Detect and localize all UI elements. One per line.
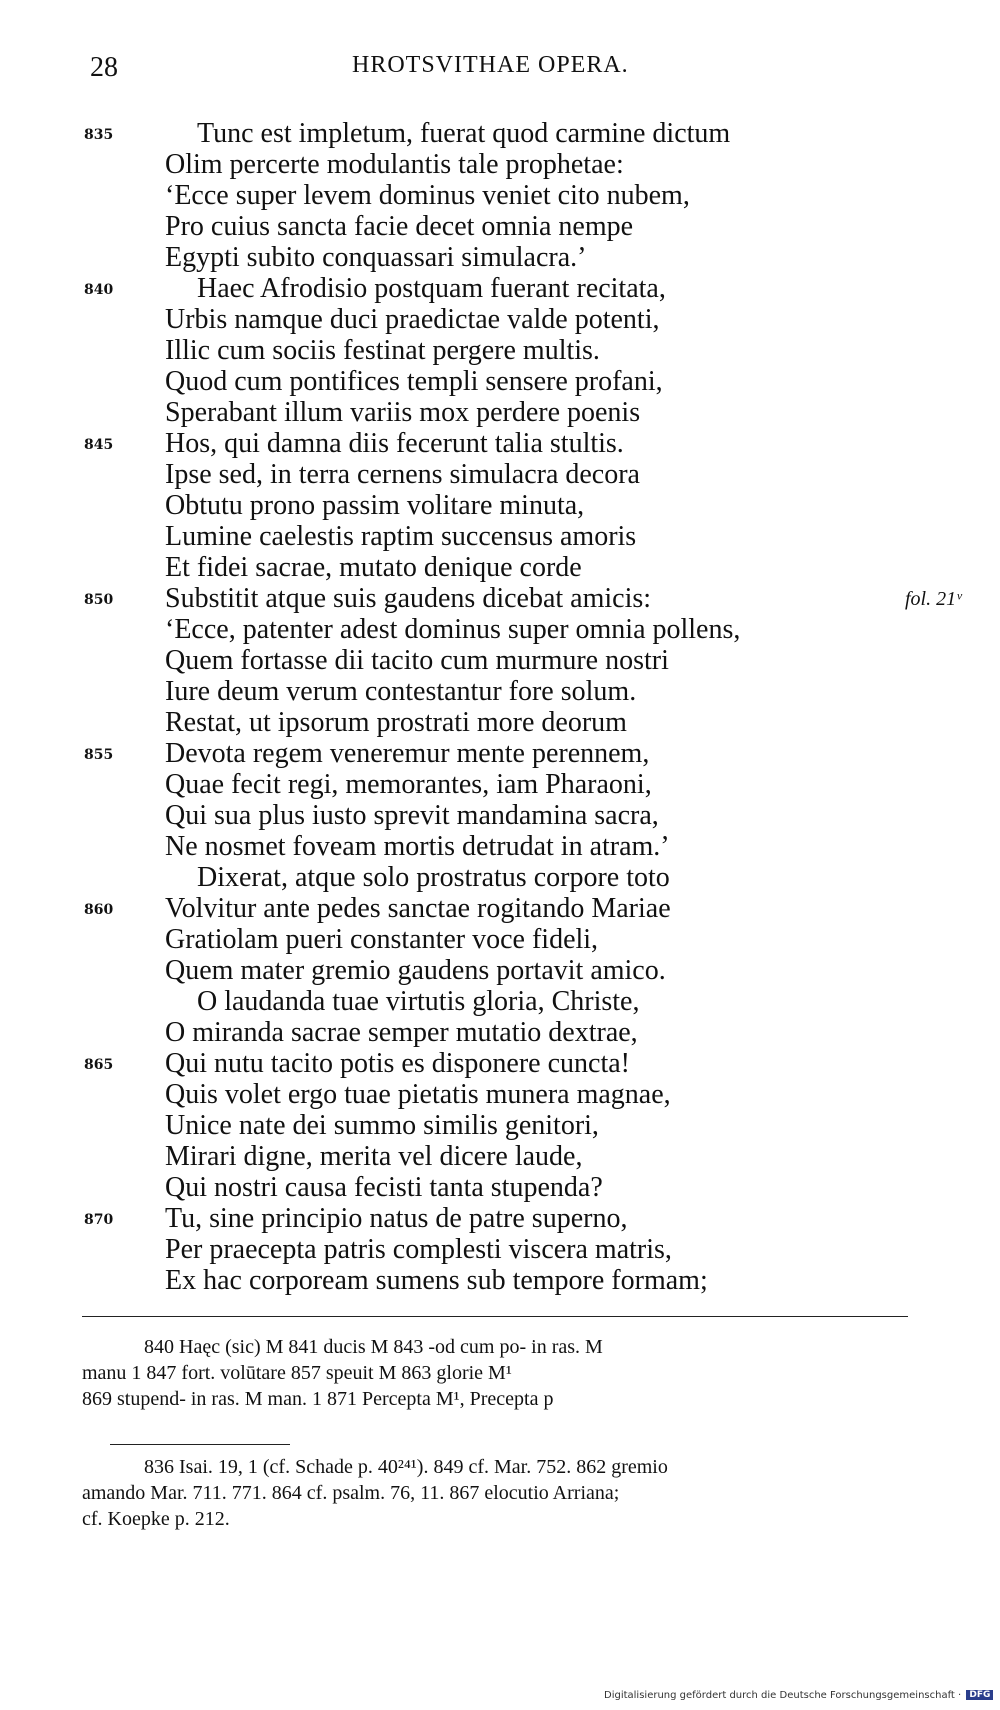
verse-line [0, 242, 1000, 273]
verse-text: O miranda sacrae semper mutatio dextrae, [165, 1017, 638, 1048]
verse-line [0, 707, 1000, 738]
verse-text: Et fidei sacrae, mutato denique corde [165, 552, 582, 583]
verse-line [0, 862, 1000, 893]
verse-line [0, 273, 1000, 304]
verse-text: Illic cum sociis festinat pergere multis. [165, 335, 600, 366]
verse-text: Tunc est impletum, fuerat quod carmine dictum [197, 118, 731, 149]
digitization-footer [604, 1690, 993, 1701]
verse-text: Qui nostri causa fecisti tanta stupenda? [165, 1172, 603, 1203]
verse-line [0, 1172, 1000, 1203]
verse-line [0, 521, 1000, 552]
verse-text: Ipse sed, in terra cernens simulacra decora [165, 459, 640, 490]
verse-text: Quae fecit regi, memorantes, iam Pharaoni, [165, 769, 652, 800]
verse-line [0, 1079, 1000, 1110]
verse-text: Mirari digne, merita vel dicere laude, [165, 1141, 583, 1172]
verse-line [0, 1141, 1000, 1172]
verse-line [0, 335, 1000, 366]
verse-text: Qui sua plus iusto sprevit mandamina sacra, [165, 800, 659, 831]
verse-text: Volvitur ante pedes sanctae rogitando Mariae [165, 893, 671, 924]
verse-text: Egypti subito conquassari simulacra.’ [165, 242, 587, 273]
verse-line [0, 428, 1000, 459]
source-note-line: amando Mar. 711. 771. 864 cf. psalm. 76, 11. 867 elocutio Arriana; [82, 1482, 620, 1504]
critical-note-line: manu 1 847 fort. volūtare 857 speuit M 863 glorie M¹ [82, 1362, 512, 1384]
page-header [90, 52, 710, 92]
verse-text: Lumine caelestis raptim succensus amoris [165, 521, 637, 552]
line-number: 840 [84, 282, 114, 298]
verse-line [0, 583, 1000, 614]
verse-text: Substitit atque suis gaudens dicebat amicis: [165, 583, 652, 614]
line-number: 860 [84, 902, 114, 918]
running-title: HROTSVITHAE OPERA. [352, 52, 629, 78]
verse-line [0, 397, 1000, 428]
verse-line [0, 738, 1000, 769]
source-note-line: cf. Koepke p. 212. [82, 1508, 230, 1530]
verse-text: Restat, ut ipsorum prostrati more deorum [165, 707, 627, 738]
verse-text: Unice nate dei summo similis genitori, [165, 1110, 599, 1141]
apparatus-divider [82, 1316, 908, 1317]
verse-text: Devota regem veneremur mente perennem, [165, 738, 650, 769]
verse-text: Ex hac corpoream sumens sub tempore formam; [165, 1265, 708, 1296]
verse-line [0, 304, 1000, 335]
verse-line [0, 893, 1000, 924]
sources-apparatus [82, 1454, 906, 1532]
verse-line [0, 490, 1000, 521]
verse-text: Gratiolam pueri constanter voce fideli, [165, 924, 599, 955]
page-number: 28 [90, 52, 118, 83]
line-number: 865 [84, 1057, 114, 1073]
verse-line [0, 955, 1000, 986]
verse-line [0, 614, 1000, 645]
verse-text: Tu, sine principio natus de patre superno, [165, 1203, 628, 1234]
verse-line [0, 1234, 1000, 1265]
verse-line [0, 149, 1000, 180]
verse-line [0, 459, 1000, 490]
verse-text: Sperabant illum variis mox perdere poenis [165, 397, 641, 428]
line-number: 845 [84, 437, 114, 453]
verse-text: O laudanda tuae virtutis gloria, Christe, [197, 986, 640, 1017]
verse-line [0, 986, 1000, 1017]
verse-line [0, 118, 1000, 149]
verse-text: ‘Ecce, patenter adest dominus super omnia pollens, [165, 614, 741, 645]
verse-text: Haec Afrodisio postquam fuerant recitata, [197, 273, 666, 304]
line-number: 870 [84, 1212, 114, 1228]
verse-line [0, 180, 1000, 211]
verse-line [0, 800, 1000, 831]
critical-apparatus [82, 1334, 906, 1412]
folio-margin-note: fol. 21ᵛ [905, 588, 962, 610]
verse-line [0, 769, 1000, 800]
dfg-logo: DFG [966, 1690, 993, 1700]
verse-line [0, 552, 1000, 583]
verse-line [0, 1048, 1000, 1079]
verse-text: Quod cum pontifices templi sensere profani, [165, 366, 663, 397]
verse-text: Urbis namque duci praedictae valde potenti, [165, 304, 660, 335]
verse-text: Obtutu prono passim volitare minuta, [165, 490, 585, 521]
verse-line [0, 1265, 1000, 1296]
verse-block [0, 118, 1000, 1296]
verse-text: Quem mater gremio gaudens portavit amico. [165, 955, 666, 986]
sources-divider [110, 1444, 290, 1445]
verse-line [0, 924, 1000, 955]
verse-line [0, 211, 1000, 242]
source-note-line: 836 Isai. 19, 1 (cf. Schade p. 40²⁴¹). 849 cf. Mar. 752. 862 gremio [144, 1456, 668, 1478]
critical-note-line: 840 Haęc (sic) M 841 ducis M 843 -od cum po- in ras. M [144, 1336, 603, 1358]
verse-text: Quem fortasse dii tacito cum murmure nostri [165, 645, 669, 676]
verse-text: ‘Ecce super levem dominus veniet cito nubem, [165, 180, 690, 211]
critical-note-line: 869 stupend- in ras. M man. 1 871 Percepta M¹, Precepta p [82, 1388, 554, 1410]
line-number: 850 [84, 592, 114, 608]
verse-text: Quis volet ergo tuae pietatis munera magnae, [165, 1079, 671, 1110]
verse-text: Olim percerte modulantis tale prophetae: [165, 149, 624, 180]
verse-text: Per praecepta patris complesti viscera matris, [165, 1234, 672, 1265]
digitization-note: Digitalisierung gefördert durch die Deutsche Forschungsgemeinschaft · [604, 1690, 962, 1701]
verse-text: Iure deum verum contestantur fore solum. [165, 676, 637, 707]
verse-text: Hos, qui damna diis fecerunt talia stultis. [165, 428, 624, 459]
verse-text: Qui nutu tacito potis es disponere cuncta! [165, 1048, 630, 1079]
verse-line [0, 645, 1000, 676]
verse-text: Dixerat, atque solo prostratus corpore toto [197, 862, 670, 893]
verse-line [0, 1110, 1000, 1141]
line-number: 835 [84, 127, 114, 143]
verse-line [0, 831, 1000, 862]
verse-line [0, 366, 1000, 397]
verse-text: Pro cuius sancta facie decet omnia nempe [165, 211, 634, 242]
verse-line [0, 1203, 1000, 1234]
verse-line [0, 1017, 1000, 1048]
verse-text: Ne nosmet foveam mortis detrudat in atram.’ [165, 831, 670, 862]
verse-line [0, 676, 1000, 707]
line-number: 855 [84, 747, 114, 763]
